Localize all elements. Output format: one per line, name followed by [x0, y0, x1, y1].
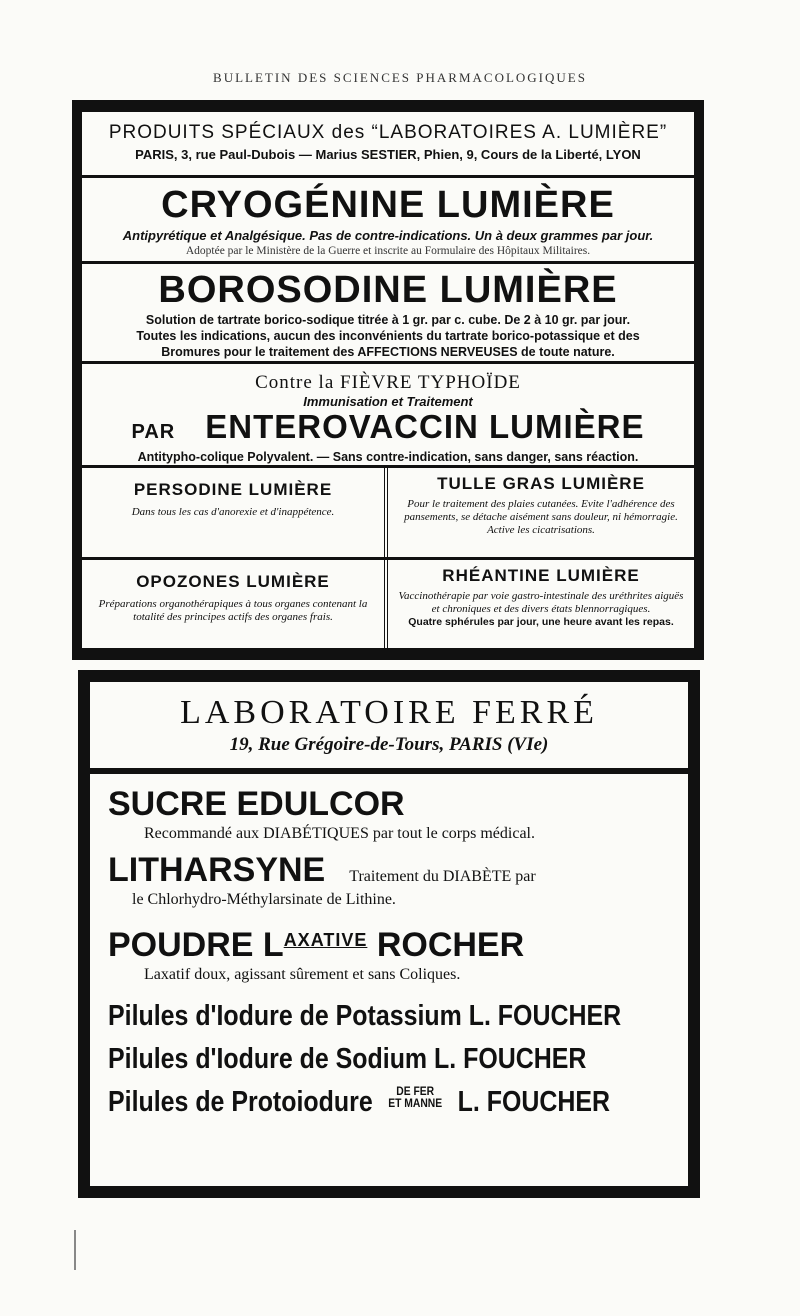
enterovaccin-par: PAR: [131, 421, 176, 443]
tulle-desc: Pour le traitement des plaies cutanées. Evite l'adhérence des pansements, se détache aisément sans douleur, ni hémorragie. Active les cicatrisations.: [404, 498, 678, 536]
ferre-name: LABORATOIRE FERRÉ: [180, 694, 598, 731]
opozones-cell: [82, 560, 388, 651]
rheantine-desc2: Quatre sphérules par jour, une heure avant les repas.: [408, 616, 674, 628]
poudre-part-b: AXATIVE: [283, 930, 368, 950]
lumiere-title: PRODUITS SPÉCIAUX des “LABORATOIRES A. LUMIÈRE”: [108, 122, 668, 143]
persodine-desc: Dans tous les cas d'anorexie et d'inappétence.: [131, 506, 335, 518]
lumiere-address: PARIS, 3, rue Paul-Dubois — Marius SESTIER, Phien, 9, Cours de la Liberté, LYON: [135, 147, 641, 162]
enterovaccin-title: [82, 409, 694, 450]
persodine-name: PERSODINE LUMIÈRE: [133, 480, 333, 499]
pilules-protoiodure: [108, 1081, 611, 1124]
litharsyne-desc2: le Chlorhydro-Méthylarsinate de Lithine.: [132, 891, 396, 908]
rheantine-cell: [388, 560, 694, 651]
pilules-potassium: Pilules d'Iodure de Potassium L. FOUCHER: [108, 1000, 622, 1032]
ferre-header: [90, 682, 688, 774]
litharsyne-row: [108, 850, 674, 890]
enterovaccin-name: ENTEROVACCIN LUMIÈRE: [205, 408, 645, 445]
persodine-cell: [82, 468, 388, 557]
lumiere-header: [82, 112, 694, 178]
enterovaccin-section: [82, 364, 694, 468]
enterovaccin-line2: Immunisation et Traitement: [303, 394, 473, 409]
cryogenine-section: [82, 178, 694, 264]
borosodine-line1: Solution de tartrate borico-sodique titrée à 1 gr. par c. cube. De 2 à 10 gr. par jour.: [145, 313, 631, 327]
cryogenine-name: CRYOGÉNINE LUMIÈRE: [161, 184, 615, 226]
poudre-part-a: POUDRE L: [108, 926, 284, 964]
pil3-brand: L. FOUCHER: [457, 1086, 611, 1118]
sucre-desc: Recommandé aux DIABÉTIQUES par tout le corps médical.: [144, 825, 535, 842]
borosodine-line3: Bromures pour le traitement des AFFECTIONS NERVEUSES de toute nature.: [161, 345, 615, 359]
litharsyne-name: LITHARSYNE: [108, 851, 326, 889]
lumiere-row2: [82, 560, 694, 651]
tulle-cell: [388, 468, 694, 557]
lumiere-advertisement: [72, 100, 704, 660]
enterovaccin-desc: Antitypho-colique Polyvalent. — Sans contre-indication, sans danger, sans réaction.: [137, 450, 639, 464]
page-header: BULLETIN DES SCIENCES PHARMACOLOGIQUES: [213, 70, 587, 85]
ferre-advertisement: [78, 670, 700, 1198]
poudre-name: [108, 920, 674, 965]
borosodine-section: [82, 264, 694, 364]
poudre-desc: Laxatif doux, agissant sûrement et sans Coliques.: [144, 966, 461, 983]
cryogenine-desc: Antipyrétique et Analgésique. Pas de contre-indications. Un à deux grammes par jour.: [122, 228, 654, 243]
lumiere-row1: [82, 468, 694, 560]
pilules-sodium: Pilules d'Iodure de Sodium L. FOUCHER: [108, 1043, 587, 1075]
pil3-name: Pilules de Protoiodure: [108, 1086, 373, 1118]
pil3-line2: ET MANNE: [388, 1096, 443, 1110]
rheantine-desc: Vaccinothérapie par voie gastro-intestinale des uréthrites aiguës et chroniques et des divers états blennorragiques.: [398, 590, 684, 615]
poudre-part-c: ROCHER: [367, 926, 525, 964]
tulle-name: TULLE GRAS LUMIÈRE: [437, 474, 645, 493]
sucre-name: SUCRE EDULCOR: [108, 785, 405, 823]
rheantine-name: RHÉANTINE LUMIÈRE: [442, 566, 640, 585]
margin-mark: [74, 1230, 76, 1270]
pil3-line1: DE FER: [396, 1084, 435, 1098]
pil3-small: [388, 1085, 442, 1109]
cryogenine-desc2: Adoptée par le Ministère de la Guerre et inscrite au Formulaire des Hôpitaux Militaires.: [185, 245, 591, 257]
enterovaccin-line1: Contre la FIÈVRE TYPHOÏDE: [255, 372, 521, 393]
opozones-name: OPOZONES LUMIÈRE: [136, 572, 330, 591]
borosodine-name: BOROSODINE LUMIÈRE: [158, 269, 618, 311]
litharsyne-desc: Traitement du DIABÈTE par: [349, 868, 536, 885]
ferre-address: 19, Rue Grégoire-de-Tours, PARIS (VIe): [229, 734, 549, 755]
borosodine-line2: Toutes les indications, aucun des inconvénients du tartrate borico-potassique et des: [136, 329, 640, 343]
opozones-desc: Préparations organothérapiques à tous organes contenant la totalité des principes actifs des organes frais.: [98, 598, 368, 623]
ferre-products: [90, 774, 688, 1124]
